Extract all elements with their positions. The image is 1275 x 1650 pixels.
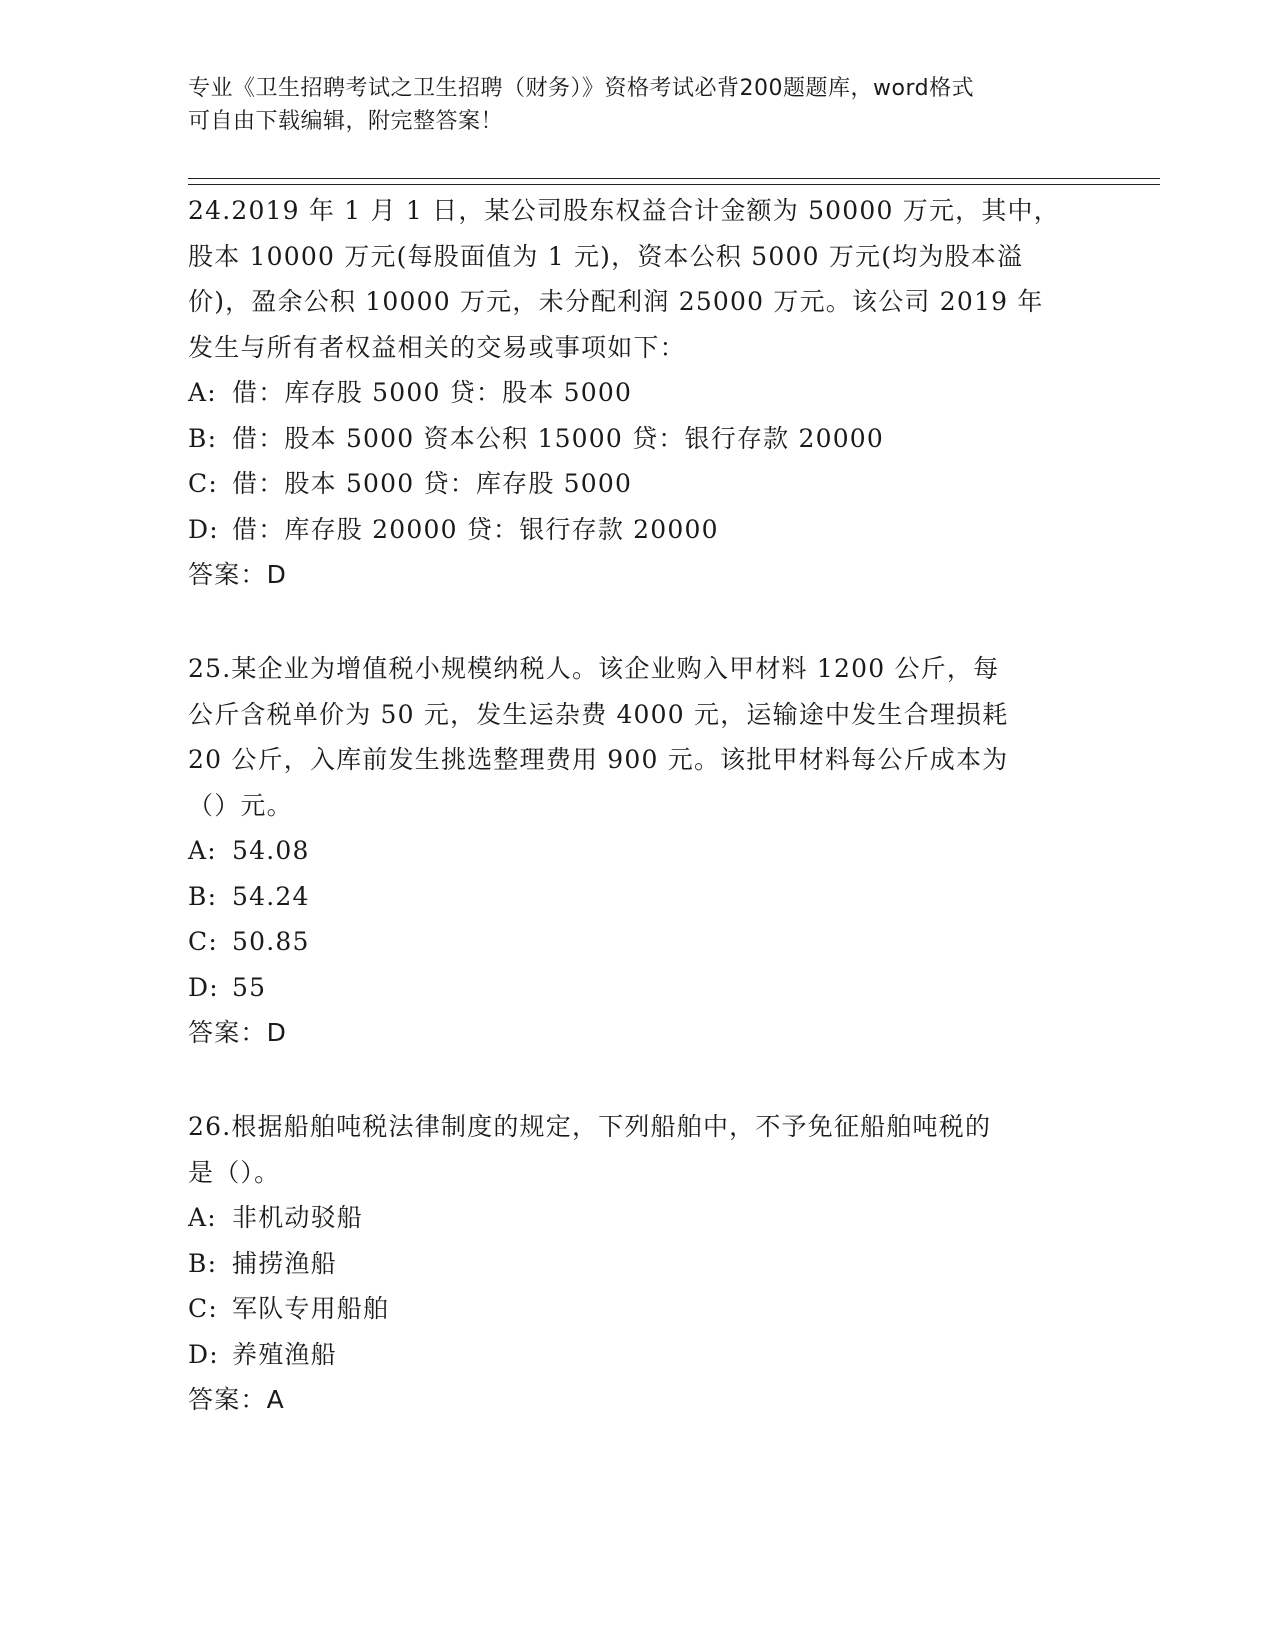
option-d (188, 507, 1088, 553)
option-text: 军队专用船舶 (232, 1294, 390, 1323)
option-text: 55 (232, 972, 267, 1002)
option-letter: D: (188, 514, 219, 544)
question-24 (188, 188, 1088, 598)
option-d (188, 1332, 1088, 1378)
option-a (188, 1195, 1088, 1241)
option-b (188, 874, 1088, 920)
option-c (188, 461, 1088, 507)
option-letter: B: (188, 423, 218, 453)
document-header (188, 72, 1088, 138)
option-letter: C: (188, 469, 218, 498)
header-title-line-2: 可自由下载编辑，附完整答案！ (188, 109, 504, 134)
option-text: 借：库存股 20000 贷：银行存款 20000 (232, 514, 719, 544)
option-letter: D: (188, 972, 219, 1002)
question-26 (188, 1104, 1088, 1423)
question-text-line: 股本 10000 万元(每股面值为 1 元)，资本公积 5000 万元(均为股本溢 (188, 241, 1024, 271)
option-c (188, 919, 1088, 965)
question-text-line: 公斤含税单价为 50 元，发生运杂费 4000 元，运输途中发生合理损耗 (188, 699, 1009, 729)
header-divider-top (188, 178, 1160, 179)
option-letter: C: (188, 927, 218, 956)
answer-label: 答案：D (188, 560, 288, 589)
question-text-line: 发生与所有者权益相关的交易或事项如下： (188, 332, 686, 362)
option-text: 捕捞渔船 (232, 1248, 337, 1278)
option-b (188, 416, 1088, 462)
option-text: 54.24 (232, 881, 310, 911)
option-letter: A: (188, 378, 217, 407)
option-text: 50.85 (232, 927, 310, 956)
option-letter: B: (188, 881, 218, 911)
question-text-line: 24.2019 年 1 月 1 日，某公司股东权益合计金额为 50000 万元，其中， (188, 196, 1060, 225)
option-a (188, 370, 1088, 416)
option-letter: A: (188, 836, 217, 865)
header-title-line-1: 专业《卫生招聘考试之卫生招聘（财务）》资格考试必背200题题库，word格式 (188, 76, 975, 101)
option-b (188, 1241, 1088, 1287)
option-text: 借：股本 5000 贷：库存股 5000 (232, 469, 633, 498)
question-25 (188, 646, 1088, 1056)
answer-label: 答案：A (188, 1385, 285, 1414)
answer-label: 答案：D (188, 1018, 288, 1047)
option-text: 借：股本 5000 资本公积 15000 贷：银行存款 20000 (232, 423, 885, 453)
option-letter: A: (188, 1203, 217, 1232)
option-text: 非机动驳船 (232, 1203, 364, 1232)
option-a (188, 828, 1088, 874)
question-text-line: 25.某企业为增值税小规模纳税人。该企业购入甲材料 1200 公斤，每 (188, 654, 1000, 683)
option-letter: B: (188, 1248, 218, 1278)
question-text-line: 是（）。 (188, 1157, 281, 1187)
option-text: 养殖渔船 (232, 1339, 337, 1369)
option-letter: D: (188, 1339, 219, 1369)
question-text-line: 20 公斤，入库前发生挑选整理费用 900 元。该批甲材料每公斤成本为 (188, 745, 1009, 774)
question-text-line: 价)，盈余公积 10000 万元，未分配利润 25000 万元。该公司 2019 年 (188, 287, 1044, 316)
option-c (188, 1286, 1088, 1332)
option-d (188, 965, 1088, 1011)
question-text-line: 26.根据船舶吨税法律制度的规定，下列船舶中，不予免征船舶吨税的 (188, 1112, 992, 1141)
option-letter: C: (188, 1294, 218, 1323)
option-text: 借：库存股 5000 贷：股本 5000 (232, 378, 633, 407)
header-divider-bottom (188, 184, 1160, 185)
question-text-line: （）元。 (188, 790, 293, 820)
option-text: 54.08 (232, 836, 310, 865)
